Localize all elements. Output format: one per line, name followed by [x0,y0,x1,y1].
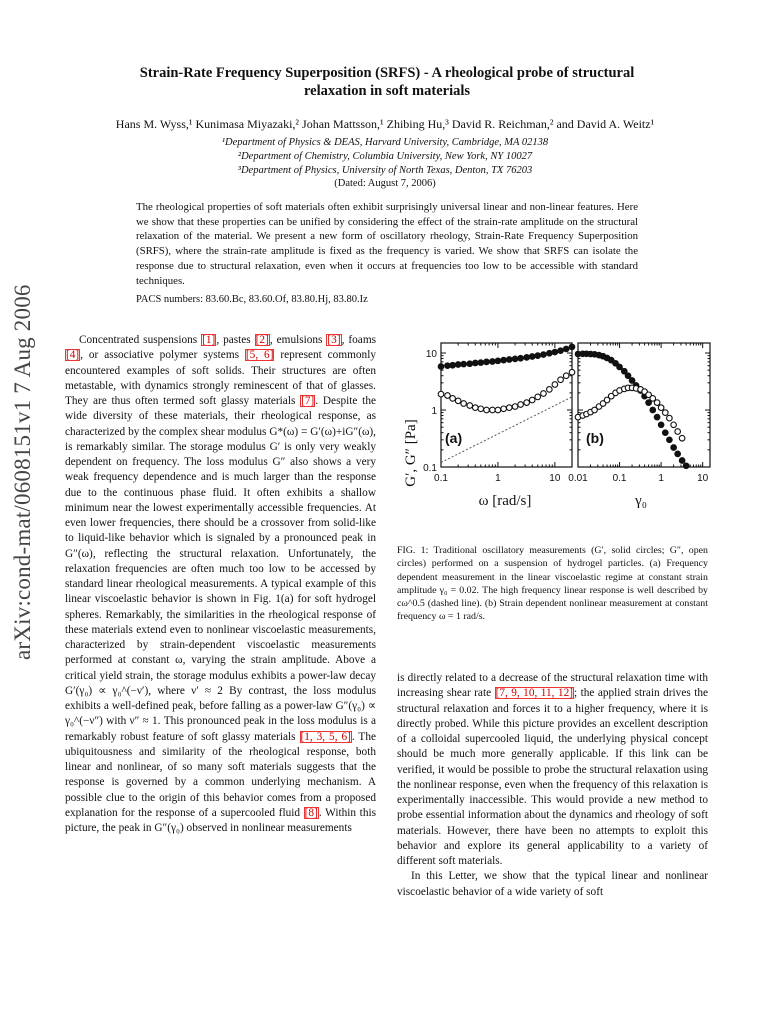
data-point-gdoubleprime [541,391,547,397]
body-column-right [397,671,708,900]
panel-b-label: (b) [586,430,604,446]
data-point-gdoubleprime [667,415,673,421]
data-point-gprime [512,356,518,362]
panel-a [423,343,575,484]
data-point-gprime [450,362,456,368]
data-point-gdoubleprime [455,398,461,404]
body-column-left [65,333,376,836]
figure-1 [395,335,715,525]
data-point-gdoubleprime [461,401,467,407]
data-point-gprime [547,350,553,356]
x-axis-label-b: γ₀ [635,493,647,509]
data-point-gdoubleprime [654,400,660,406]
data-point-gprime [490,359,496,365]
data-point-gdoubleprime [512,404,518,410]
data-point-gdoubleprime [506,405,512,411]
data-point-gprime [552,349,558,355]
data-point-gprime [535,353,541,359]
data-point-gdoubleprime [450,396,456,402]
citation-link[interactable]: [4] [66,349,80,362]
data-point-gdoubleprime [501,406,507,412]
data-point-gdoubleprime [569,369,575,375]
citation-link[interactable]: [3] [327,334,341,346]
data-point-gprime [675,451,681,457]
x-tick-label: 0.01 [568,473,588,484]
x-tick-label: 1 [658,473,664,484]
data-point-gdoubleprime [679,435,685,441]
data-point-gdoubleprime [472,405,478,411]
data-point-gprime [662,430,668,436]
data-point-gprime [650,407,656,413]
data-point-gprime [654,414,660,420]
citation-link[interactable]: [2] [255,334,269,346]
arxiv-stamp: arXiv:cond-mat/0608151v1 7 Aug 2006 [10,284,35,660]
data-point-gdoubleprime [547,387,553,393]
data-point-gprime [629,378,635,384]
data-point-gprime [518,355,524,361]
y-tick-label: 1 [431,406,437,418]
citation-link[interactable]: [5, 6] [245,349,274,362]
data-point-gprime [438,364,444,370]
citation-link[interactable]: [1] [202,334,216,346]
data-point-gprime [658,422,664,428]
data-point-gprime [455,362,461,368]
data-point-gprime [563,346,569,352]
data-point-gdoubleprime [490,407,496,413]
data-point-gprime [472,360,478,366]
data-point-gprime [524,355,530,361]
y-tick-label: 0.1 [423,463,437,474]
data-point-gdoubleprime [658,405,664,411]
panel-a-label: (a) [445,430,463,446]
paper-title [70,64,704,100]
paragraph: is directly related to a decrease of the structural relaxation time with increasing shear rate [7, 9, 10, 11, 12]; the applied strain drives the structural relaxation and forces it to a higher frequency, where it is directly probed. While this picture provides an excellent description of a colloidal supercooled liquid, the underlying physical concept should be much more generally applicable. If this link can be verified, it would be possible to probe the structural relaxation using the nonlinear response, even when the frequency of this relaxation is experimentally inaccessible. This would provide a new method to probe essential information about the dynamics and rheology of soft materials. However, there have been no attempts to exploit this behavior and explore its general applicability to a variety of different soft materials. [397,672,708,867]
data-point-gprime [541,352,547,358]
citation-link[interactable]: [8] [304,806,318,819]
data-point-gprime [478,360,484,366]
data-point-gprime [558,348,564,354]
panel-b [568,343,710,484]
data-point-gdoubleprime [484,407,490,413]
x-axis-label-a: ω [rad/s] [478,493,532,509]
data-point-gprime [667,437,673,443]
title-line-1: Strain-Rate Frequency Superposition (SRFS) - A rheological probe of structural [139,65,635,81]
data-point-gprime [467,361,473,367]
data-point-gdoubleprime [535,394,541,400]
data-point-gdoubleprime [662,410,668,416]
x-tick-label: 0.1 [612,473,627,484]
data-point-gdoubleprime [495,407,501,413]
data-point-gdoubleprime [467,403,473,409]
data-point-gprime [529,354,535,360]
affiliation-3: ³Department of Physics, University of North Texas, Denton, TX 76203 [237,165,533,176]
data-point-gdoubleprime [552,382,558,388]
data-point-gdoubleprime [518,402,524,408]
x-tick-label: 10 [697,473,709,484]
data-point-gprime [569,344,575,350]
author-list: Hans M. Wyss,¹ Kunimasa Miyazaki,² Johan Mattsson,¹ Zhibing Hu,³ David R. Reichman,² and David A. Weitz¹ [115,117,655,131]
data-point-gprime [683,463,689,469]
data-point-gprime [461,361,467,367]
data-point-gprime [679,458,685,464]
y-tick-label: 10 [425,349,437,361]
paragraph: In this Letter, we show that the typical linear and nonlinear viscoelastic behavior of a wide variety of soft [397,870,708,898]
date-line: (Dated: August 7, 2006) [334,178,436,189]
citation-link[interactable]: [7, 9, 10, 11, 12] [495,687,573,700]
pacs-numbers: PACS numbers: 83.60.Bc, 83.60.Of, 83.80.Hj, 83.80.Iz [136,294,368,305]
citation-link[interactable]: [1, 3, 5, 6] [300,730,351,743]
paragraph: Concentrated suspensions [1], pastes [2], emulsions [3], foams [4], or associative polymer systems [5, 6] represent commonly encountered examples of soft solids. Their structures are often metastable, with dynamics strongly reminescent of that of glasses. They are thus often termed soft glassy materials [7]. Despite the wide diversity of these materials, their rheological response, as characterized by the complex shear modulus G*(ω) = G′(ω)+iG″(ω), is remarkably similar. The storage modulus G′ is only very weakly dependent on frequency. The loss modulus G″ also shows a very weak frequency dependence and is much larger than the response due to the continuous phase fluid. It often exhibits a shallow minimum near the lowest experimentally accessible frequencies. At even lower frequencies, there should be a crossover from solid-like to liquid-like behavior which is signaled by a pronounced peak in G″(ω), reflecting the structural relaxation. Unfortunately, the relaxation frequencies are often much too low to be accessed by standard linear rheological measurements. A typical example of this linear viscoelastic behavior is shown in Fig. 1(a) for soft hydrogel spheres. Remarkably, the similarities in the rheological response of these materials extend even to nonlinear viscoelastic measurements, characterized by strain-dependent viscoelastic measurements performed at constant ω, varying the strain amplitude. Above a critical yield strain, the storage modulus exhibits a power-law decay G′(γ₀) ∝ γ₀^(−ν′), where ν′ ≈ 2 By contrast, the loss modulus exhibits a well-defined peak, before falling as a power-law G″(γ₀) ∝ γ₀^(−ν″) with ν″ ≈ 1. This pronounced peak in the loss modulus is a remarkably robust feature of soft glassy materials [1, 3, 5, 6]. The ubiquitousness and similarity of the rheological response, both linear and nonlinear, of so many soft materials suggests that the response is governed by a common underlying mechanism. A possible clue to the origin of this behavior comes from a proposed explanation for the response of a supercooled fluid [8]. Within this picture, the peak in G″(γ₀) observed in nonlinear measurements [65,334,377,834]
data-point-gprime [617,364,623,370]
data-point-gprime [671,445,677,451]
affiliations [40,136,730,178]
x-tick-label: 10 [549,473,561,484]
citation-link[interactable]: [7] [301,395,315,407]
data-point-gdoubleprime [671,422,677,428]
data-point-gdoubleprime [558,377,564,383]
data-point-gdoubleprime [529,397,535,403]
data-point-gprime [495,358,501,364]
data-point-gdoubleprime [563,373,569,379]
data-point-gprime [501,357,507,363]
affiliation-1: ¹Department of Physics & DEAS, Harvard University, Cambridge, MA 02138 [221,137,549,148]
data-point-gprime [484,359,490,365]
x-tick-label: 1 [495,473,501,484]
figure-1-plots [395,335,715,525]
data-point-gdoubleprime [524,400,530,406]
figure-caption: FIG. 1: Traditional oscillatory measurements (G′, solid circles; G″, open circles) performed on a suspension of hydrogel particles. (a) Frequency dependent measurement in the linear viscoelastic regime at constant strain amplitude γ₀ = 0.02. The high frequency linear response is well described by cω^0.5 (dashed line). (b) Strain dependent nonlinear measurement at constant frequency ω = 1 rad/s. [397,545,708,623]
data-point-gdoubleprime [438,391,444,397]
y-axis-label: G′, G″ [Pa] [403,419,419,487]
x-tick-label: 0.1 [434,473,448,484]
data-point-gprime [625,373,631,379]
title-line-2: relaxation in soft materials [303,83,471,99]
affiliation-2: ²Department of Chemistry, Columbia University, New York, NY 10027 [237,151,533,162]
data-point-gprime [506,357,512,363]
data-point-gdoubleprime [675,429,681,435]
data-point-gdoubleprime [478,406,484,412]
abstract: The rheological properties of soft materials often exhibit surprisingly universal linear and non-linear features. Here we show that these properties can be unified by considering the effect of the strain-rate amplitude on the structural relaxation of the material. We present a new form of oscillatory rheology, Strain-Rate Frequency Superposition (SRFS), where the strain-rate amplitude is fixed as the frequency is varied. We show that SRFS can isolate the response due to structural relaxation, even when it occurs at frequencies too low to be accessible with standard techniques. [136,201,638,287]
